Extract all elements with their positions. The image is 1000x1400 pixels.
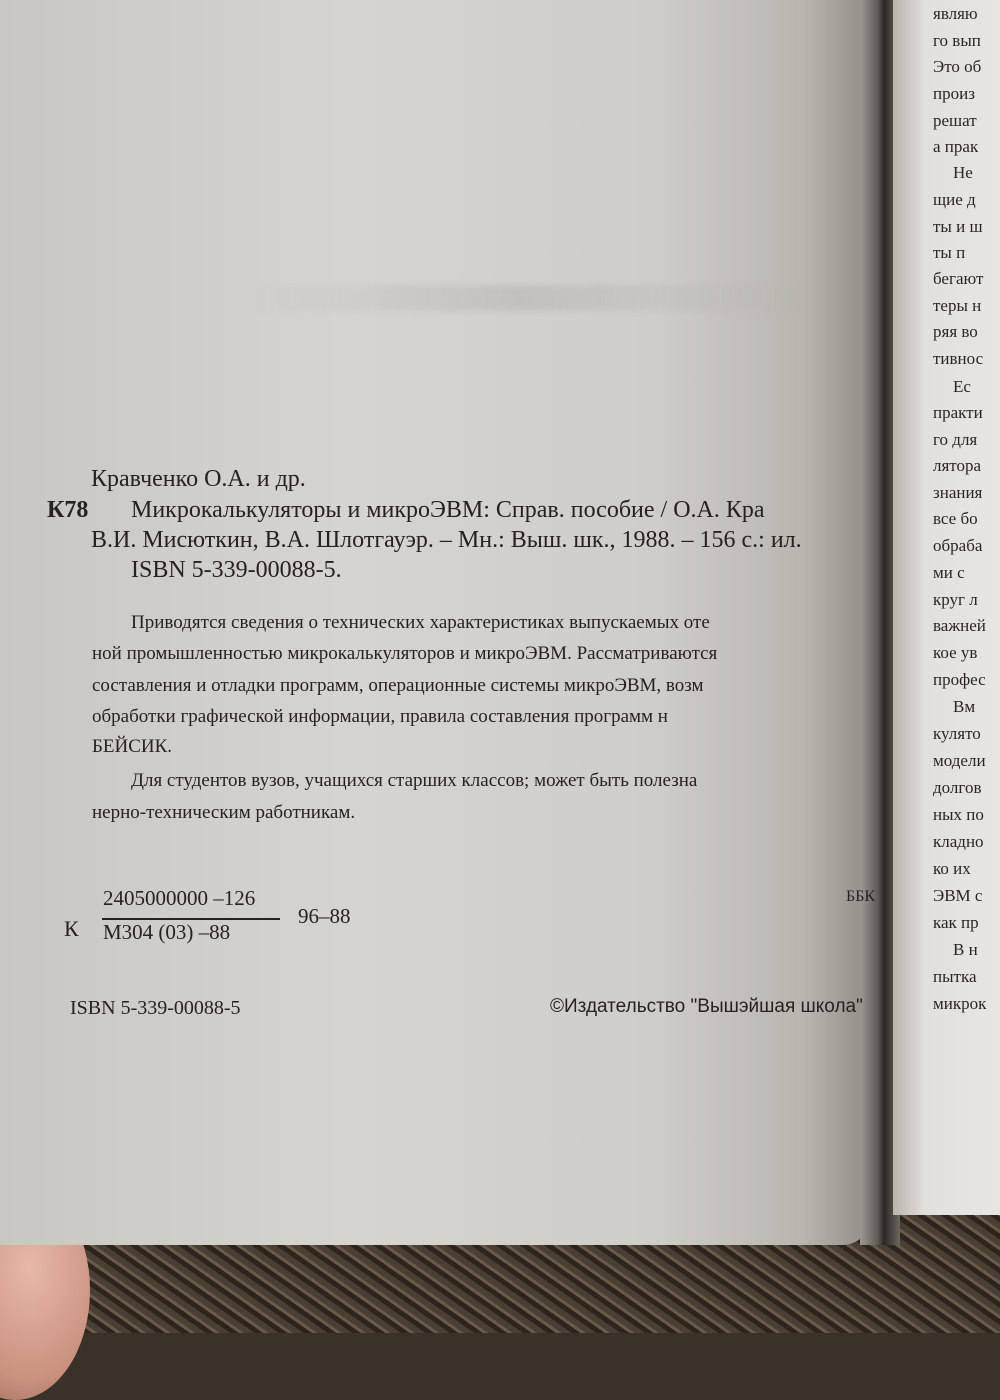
right-fragment: профес: [933, 670, 986, 689]
right-fragment: знания: [933, 483, 983, 502]
right-fragment: решат: [933, 111, 977, 130]
right-fragment: долгов: [933, 778, 982, 797]
annotation-line: ной промышленностью микрокалькуляторов и микроЭВМ. Рассматриваются: [92, 643, 718, 664]
title-line-1: Микрокалькуляторы и микроЭВМ: Справ. пособие / О.А. Кра: [131, 497, 765, 523]
audience-line: Для студентов вузов, учащихся старших классов; может быть полезна: [131, 770, 698, 791]
fraction-denominator: М304 (03) –88: [103, 920, 231, 944]
right-fragment: теры н: [933, 296, 982, 315]
right-fragment: круг л: [933, 590, 978, 609]
title-line-2: В.И. Мисюткин, В.А. Шлотгауэр. – Мн.: Выш. шк., 1988. – 156 с.: ил.: [91, 527, 802, 553]
right-fragment: микрок: [933, 994, 987, 1013]
show-through-text: [240, 285, 800, 311]
right-fragment: Ес: [953, 377, 971, 396]
right-fragment: го вып: [933, 31, 981, 50]
right-fragment: обраба: [933, 536, 983, 555]
right-fragment: го для: [933, 430, 978, 449]
right-fragment: модели: [933, 751, 986, 770]
annotation-line: БЕЙСИК.: [92, 736, 173, 757]
class-code: К78: [47, 497, 89, 523]
right-fragment: являю: [933, 4, 978, 23]
audience-line: нерно-техническим работникам.: [92, 802, 356, 823]
isbn-line: ISBN 5-339-00088-5.: [131, 557, 342, 583]
right-fragment: щие д: [933, 190, 976, 209]
right-fragment: бегают: [933, 269, 984, 288]
right-fragment: В н: [953, 940, 978, 959]
annotation-line: составления и отладки программ, операционные системы микроЭВМ, возм: [92, 675, 704, 696]
right-fragment: ми с: [933, 563, 965, 582]
right-fragment: кулято: [933, 724, 981, 743]
right-page-text: [893, 0, 1000, 1215]
fraction-numerator: 2405000000 –126: [103, 886, 256, 910]
right-fragment: а прак: [933, 137, 979, 156]
imprint-isbn: ISBN 5-339-00088-5: [70, 997, 241, 1019]
right-fragment: все бо: [933, 509, 978, 528]
right-fragment: ных по: [933, 805, 984, 824]
right-fragment: Не: [953, 163, 973, 182]
right-fragment: ряя во: [933, 322, 978, 341]
bbk-label: ББК: [846, 888, 876, 905]
right-fragment: как пр: [933, 913, 979, 932]
right-fragment: ко их: [933, 859, 971, 878]
annotation-line: Приводятся сведения о технических характеристиках выпускаемых оте: [131, 612, 710, 633]
right-fragment: Это об: [933, 57, 982, 76]
right-fragment: ты и ш: [933, 217, 983, 236]
copyright-line: ©Издательство "Вышэйшая школа": [550, 996, 863, 1017]
right-fragment: важней: [933, 616, 986, 635]
author-line: Кравченко О.А. и др.: [91, 466, 306, 492]
right-fragment: кладно: [933, 832, 984, 851]
right-fragment: практи: [933, 403, 983, 422]
right-fragment: ЭВМ с: [933, 886, 983, 905]
right-fragment: Вм: [953, 697, 976, 716]
right-fragment: лятора: [933, 456, 982, 475]
k-letter: К: [64, 916, 79, 941]
annotation-line: обработки графической информации, правила составления программ н: [92, 706, 668, 727]
right-fragment: пытка: [933, 967, 977, 986]
right-fragment: кое ув: [933, 643, 978, 662]
right-fragment: произ: [933, 84, 975, 103]
year-code: 96–88: [298, 904, 351, 928]
right-fragment: ты п: [933, 243, 966, 262]
right-fragment: тивнос: [933, 349, 984, 368]
